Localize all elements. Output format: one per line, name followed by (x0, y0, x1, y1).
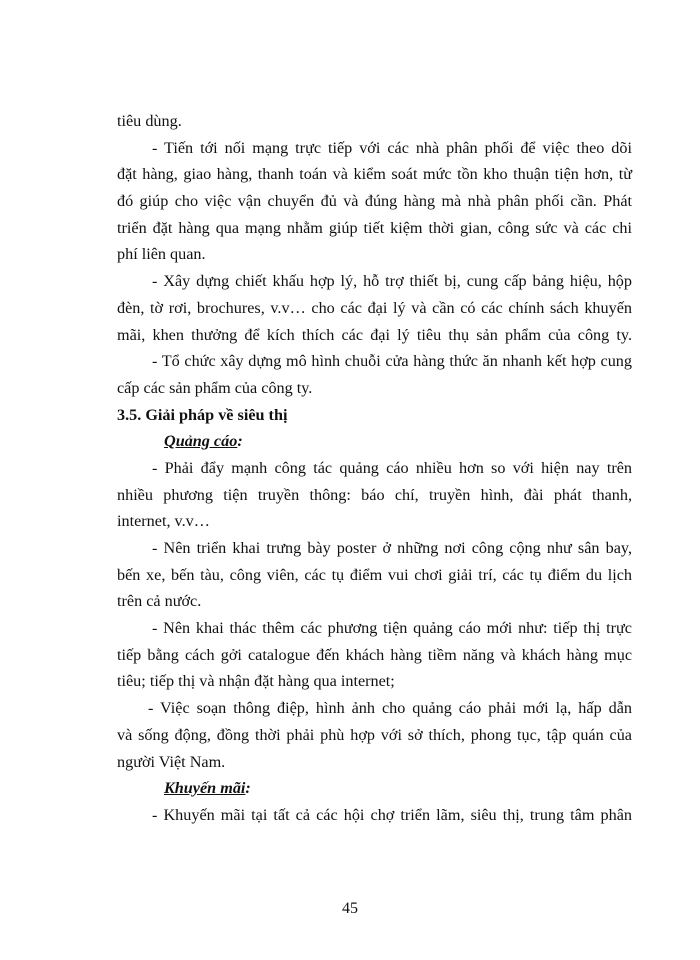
text-line: tiêu dùng. (117, 112, 182, 130)
subheading-quang-cao (117, 428, 632, 455)
subheading-label: Khuyến mãi (164, 779, 246, 798)
bullet-line: - Nên triển khai trưng bày poster ở những nơi công cộng như sân bay, (152, 539, 632, 557)
subheading-khuyen-mai (117, 775, 632, 802)
bullet-line: - Việc soạn thông điệp, hình ảnh cho quảng cáo phải mới lạ, hấp dẫn (148, 699, 632, 718)
text-line: phí liên quan. (117, 245, 206, 264)
bullet-line: - Nên khai thác thêm các phương tiện quảng cáo mới như: tiếp thị trực (152, 619, 632, 638)
section-heading: 3.5. Giải pháp về siêu thị (117, 405, 288, 424)
page-body (117, 108, 632, 829)
subheading-label: Quảng cáo (164, 432, 238, 451)
text-line: người Việt Nam. (117, 752, 226, 771)
text-line: bến xe, bến tàu, công viên, các tụ điểm vui chơi giải trí, các tụ điểm du lịch (117, 565, 632, 584)
subheading-colon: : (237, 432, 243, 451)
bullet-line: - Khuyến mãi tại tất cả các hội chợ triển lãm, siêu thị, trung tâm phân (152, 805, 632, 824)
bullet-line: - Tổ chức xây dựng mô hình chuỗi cửa hàng thức ăn nhanh kết hợp cung (152, 352, 632, 371)
page-number: 45 (342, 900, 358, 917)
bullet-line: - Xây dựng chiết khấu hợp lý, hỗ trợ thiết bị, cung cấp bảng hiệu, hộp (152, 272, 632, 291)
text-line: nhiều phương tiện truyền thông: báo chí, truyền hình, đài phát thanh, (117, 485, 632, 504)
text-line: cấp các sản phẩm của công ty. (117, 378, 313, 397)
bullet-line: - Phải đẩy mạnh công tác quảng cáo nhiều hơn so với hiện nay trên (152, 458, 632, 477)
text-line: đặt hàng, giao hàng, thanh toán và kiểm soát mức tồn kho thuận tiện hơn, từ (117, 165, 632, 184)
text-line: internet, v.v… (117, 512, 210, 531)
text-line: đó giúp cho việc vận chuyển đủ và đúng hàng mà nhà phân phối cần. Phát (117, 192, 632, 211)
text-line: tiếp bằng cách gởi catalogue đến khách hàng tiềm năng và khách hàng mục (117, 645, 632, 664)
text-line: triển đặt hàng qua mạng nhằm giúp tiết kiệm thời gian, công sức và các chi (117, 218, 632, 237)
text-line: mãi, khen thưởng để kích thích các đại lý tiêu thụ sản phẩm của công ty. (117, 325, 632, 344)
bullet-line: - Tiến tới nối mạng trực tiếp với các nhà phân phối để việc theo dõi (152, 138, 632, 157)
text-line: trên cả nước. (117, 592, 202, 611)
text-line: đèn, tờ rơi, brochures, v.v… cho các đại lý và cần có các chính sách khuyến (117, 298, 632, 317)
subheading-colon: : (245, 779, 251, 798)
text-line: tiêu; tiếp thị và nhận đặt hàng qua internet; (117, 672, 395, 691)
text-line: và sống động, đồng thời phải phù hợp với sở thích, phong tục, tập quán của (117, 725, 632, 744)
